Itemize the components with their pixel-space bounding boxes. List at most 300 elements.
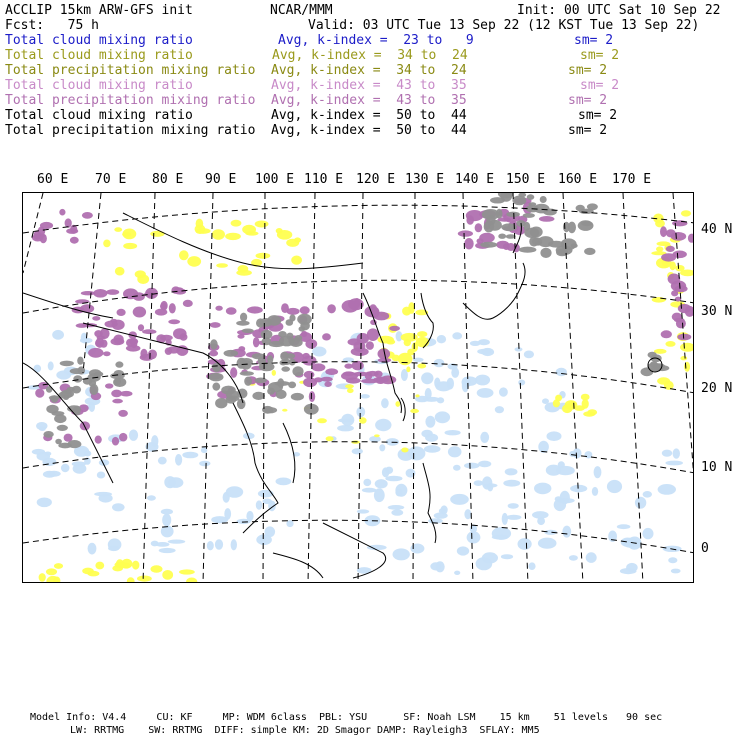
legend-smoothing: sm= 2 (568, 123, 608, 138)
organization-label: NCAR/MMM (270, 3, 333, 18)
precip-shading (151, 565, 163, 573)
cloud-shading (586, 552, 597, 563)
cloud-shading (538, 538, 557, 549)
deep-cloud-shading (240, 313, 247, 322)
deep-cloud-shading (244, 377, 252, 386)
deep-cloud-shading (57, 425, 68, 431)
cloud-shading (84, 451, 91, 457)
cloud-shading (452, 332, 462, 339)
cloud-shading (357, 509, 369, 513)
legend-field-name: Total precipitation mixing ratio (5, 63, 256, 78)
legend-field-name: Total cloud mixing ratio (5, 48, 193, 63)
cloud-shading (39, 426, 46, 431)
deep-cloud-shading (212, 383, 220, 391)
ice-shading (475, 223, 483, 232)
ice-shading (661, 253, 676, 261)
precip-shading (39, 573, 46, 582)
cloud-shading (385, 476, 402, 482)
ice-shading (40, 234, 47, 244)
cloud-shading (556, 466, 575, 475)
precip-shading (656, 246, 663, 251)
precip-shading (562, 404, 572, 413)
ice-shading (119, 433, 127, 442)
deep-cloud-shading (215, 398, 227, 408)
cloud-shading (151, 435, 158, 447)
coastline (463, 263, 525, 319)
legend-level-range: Avg, k-index = 34 to 24 (272, 48, 468, 63)
cloud-shading (425, 416, 435, 428)
ice-shading (281, 303, 289, 313)
ice-shading (105, 383, 113, 388)
ice-shading (92, 316, 100, 321)
cloud-shading (375, 419, 391, 431)
ice-shading (324, 381, 331, 387)
deep-cloud-shading (58, 443, 72, 449)
cloud-shading (182, 452, 198, 459)
precip-shading (238, 265, 249, 273)
cloud-shading (635, 497, 646, 509)
legend-smoothing: sm= 2 (580, 78, 620, 93)
cloud-shading (52, 330, 64, 340)
deep-cloud-shading (236, 321, 249, 326)
deep-cloud-shading (255, 378, 267, 384)
latitude-label: 40 N (701, 222, 733, 237)
ice-shading (81, 291, 95, 295)
cloud-shading (518, 380, 525, 386)
ice-shading (366, 341, 374, 350)
precip-shading (87, 571, 99, 577)
ice-shading (97, 335, 105, 339)
precip-shading (123, 229, 137, 240)
precip-shading (245, 231, 258, 235)
deep-cloud-shading (256, 318, 265, 327)
cloud-shading (379, 444, 385, 451)
precip-shading (195, 224, 206, 234)
ice-shading (344, 364, 352, 369)
ice-shading (346, 378, 361, 384)
ice-shading (95, 436, 102, 444)
cloud-shading (88, 543, 97, 555)
deep-cloud-shading (73, 406, 81, 415)
cloud-shading (454, 571, 460, 575)
deep-cloud-shading (584, 248, 595, 255)
ice-shading (367, 328, 379, 341)
ice-shading (373, 377, 389, 383)
deep-cloud-shading (490, 197, 505, 203)
legend-level-range: Avg, k-index = 50 to 44 (271, 123, 467, 138)
deep-cloud-shading (581, 221, 593, 226)
cloud-shading (556, 368, 567, 376)
deep-cloud-shading (267, 315, 281, 326)
init-time: Init: 00 UTC Sat 10 Sep 22 (517, 3, 721, 18)
ice-shading (466, 215, 474, 224)
cloud-shading (226, 486, 243, 498)
deep-cloud-shading (480, 242, 497, 248)
deep-cloud-shading (261, 330, 273, 339)
cloud-shading (258, 490, 274, 498)
legend-level-range: Avg, k-index = 23 to 9 (278, 33, 474, 48)
longitude-label: 140 E (455, 172, 495, 187)
cloud-shading (439, 508, 446, 513)
precip-shading (416, 337, 429, 347)
cloud-shading (207, 541, 214, 550)
deep-cloud-shading (548, 241, 564, 248)
precip-shading (655, 220, 665, 228)
precip-shading (95, 562, 104, 570)
cloud-shading (495, 406, 504, 413)
precip-shading (401, 448, 408, 453)
ice-shading (93, 289, 107, 298)
deep-cloud-shading (297, 314, 312, 325)
deep-cloud-shading (70, 368, 84, 374)
ice-shading (322, 333, 331, 340)
cloud-shading (665, 461, 683, 466)
cloud-shading (161, 509, 173, 515)
deep-cloud-shading (498, 234, 506, 239)
legend-field-name: Total precipitation mixing ratio (5, 123, 256, 138)
longitude-line (263, 193, 265, 583)
ice-shading (183, 300, 193, 307)
deep-cloud-shading (226, 390, 239, 399)
ice-shading (117, 309, 126, 316)
cloud-shading (231, 539, 237, 550)
cloud-shading (162, 514, 171, 527)
legend-smoothing: sm= 2 (568, 63, 608, 78)
cloud-shading (112, 503, 125, 511)
cloud-shading (94, 492, 112, 496)
precip-shading (410, 409, 419, 413)
cloud-shading (502, 513, 508, 525)
ice-shading (672, 220, 687, 226)
longitude-label: 110 E (304, 172, 344, 187)
cloud-shading (474, 480, 483, 486)
deep-cloud-shading (51, 411, 64, 416)
cloud-shading (360, 394, 370, 398)
legend-smoothing: sm= 2 (580, 48, 620, 63)
precip-shading (652, 297, 666, 303)
legend-level-range: Avg, k-index = 50 to 44 (271, 108, 467, 123)
cloud-shading (506, 515, 521, 520)
cloud-shading (129, 430, 138, 441)
cloud-shading (286, 520, 293, 527)
footer-physics-info: LW: RRTMG SW: RRTMG DIFF: simple KM: 2D Smagor DAMP: Rayleigh3 SFLAY: MM5 (70, 725, 540, 736)
cloud-shading (592, 487, 598, 496)
longitude-label: 60 E (37, 172, 69, 187)
ice-shading (88, 348, 103, 358)
longitude-label: 80 E (152, 172, 184, 187)
ice-shading (302, 356, 316, 366)
precip-shading (317, 418, 327, 423)
deep-cloud-shading (267, 388, 275, 395)
cloud-shading (147, 495, 156, 500)
cloud-shading (483, 483, 497, 487)
precip-shading (272, 370, 276, 376)
forecast-hour: Fcst: 75 h (5, 18, 99, 33)
cloud-shading (437, 335, 446, 343)
ice-shading (142, 329, 156, 334)
precip-shading (555, 395, 562, 402)
precip-shading (123, 243, 137, 249)
cloud-shading (61, 464, 70, 472)
cloud-shading (382, 467, 389, 477)
ice-shading (160, 335, 173, 341)
ice-shading (304, 371, 315, 378)
precip-shading (374, 434, 380, 437)
ice-shading (106, 289, 119, 295)
deep-cloud-shading (90, 384, 99, 395)
ice-shading (327, 304, 336, 313)
cloud-shading (388, 505, 405, 510)
footer-model-info: Model Info: V4.4 CU: KF MP: WDM 6class PBL: YSU SF: Noah LSM 15 km 51 levels 90 sec (30, 712, 663, 723)
precip-shading (150, 231, 164, 237)
ice-shading (668, 274, 681, 285)
deep-cloud-shading (77, 357, 83, 365)
cloud-shading (256, 534, 272, 545)
cloud-shading (108, 546, 119, 552)
longitude-label: 90 E (205, 172, 237, 187)
ice-shading (112, 437, 119, 446)
cloud-shading (524, 351, 534, 359)
coastline (233, 403, 278, 533)
ice-shading (138, 324, 144, 331)
ice-shading (66, 228, 78, 234)
ice-shading (165, 348, 172, 355)
precip-shading (225, 233, 241, 240)
ice-shading (464, 238, 473, 249)
coastline (273, 553, 323, 578)
deep-cloud-shading (540, 196, 547, 203)
ice-shading (140, 354, 154, 361)
cloud-shading (499, 387, 508, 396)
cloud-shading (363, 479, 371, 486)
cloud-shading (32, 449, 45, 455)
cloud-shading (211, 516, 228, 523)
ice-shading (59, 209, 65, 216)
ice-shading (210, 322, 221, 328)
cloud-shading (562, 526, 571, 538)
ice-shading (209, 350, 218, 356)
cloud-shading (626, 563, 638, 572)
longitude-label: 120 E (356, 172, 396, 187)
deep-cloud-shading (288, 382, 296, 389)
legend-field-name: Total cloud mixing ratio (5, 78, 193, 93)
deep-cloud-shading (527, 194, 535, 200)
precip-shading (137, 576, 152, 582)
deep-cloud-shading (289, 314, 295, 321)
cloud-shading (276, 478, 292, 486)
cloud-shading (356, 407, 365, 417)
precip-shading (417, 331, 427, 337)
precip-shading (115, 267, 125, 276)
deep-cloud-shading (506, 212, 520, 217)
cloud-shading (453, 465, 461, 471)
cloud-shading (450, 494, 469, 505)
precip-shading (680, 343, 694, 352)
ice-shading (82, 212, 93, 219)
cloud-shading (668, 557, 677, 563)
cloud-shading (607, 480, 622, 493)
coastline (323, 523, 386, 578)
precip-shading (417, 364, 426, 369)
cloud-shading (215, 539, 223, 550)
deep-cloud-shading (281, 366, 290, 371)
cloud-shading (369, 436, 381, 442)
cloud-shading (503, 480, 520, 487)
cloud-shading (352, 448, 363, 454)
cloud-shading (237, 519, 251, 524)
precip-shading (132, 561, 139, 570)
ice-shading (300, 306, 310, 314)
ice-shading (301, 331, 307, 337)
ice-shading (133, 307, 146, 318)
ice-shading (160, 303, 167, 310)
deep-cloud-shading (242, 329, 254, 334)
precip-shading (179, 569, 195, 574)
cloud-shading (492, 535, 509, 540)
precip-shading (406, 366, 410, 372)
cloud-shading (569, 555, 578, 561)
precip-shading (404, 339, 411, 346)
longitude-label: 100 E (255, 172, 295, 187)
deep-cloud-shading (523, 213, 535, 218)
deep-cloud-shading (524, 228, 539, 238)
precip-shading (186, 578, 197, 584)
deep-cloud-shading (484, 221, 494, 233)
precip-shading (347, 388, 354, 393)
deep-cloud-shading (512, 196, 526, 206)
cloud-shading (430, 562, 441, 570)
ice-shading (660, 226, 667, 237)
ice-shading (215, 306, 222, 311)
ice-shading (343, 371, 355, 376)
cloud-shading (48, 361, 54, 370)
cloud-shading (435, 381, 452, 391)
precip-shading (681, 210, 691, 216)
latitude-label: 30 N (701, 304, 733, 319)
ice-shading (688, 234, 694, 243)
precip-shading (326, 436, 334, 441)
deep-cloud-shading (115, 361, 123, 367)
cloud-shading (423, 397, 440, 402)
precip-shading (395, 401, 400, 407)
cloud-shading (662, 450, 672, 457)
coastline (123, 213, 363, 269)
precip-shading (286, 239, 299, 247)
legend-field-name: Total cloud mixing ratio (5, 33, 193, 48)
ice-shading (230, 367, 237, 378)
legend-smoothing: sm= 2 (574, 33, 614, 48)
precip-shading (216, 263, 228, 268)
cloud-shading (505, 468, 518, 475)
ice-shading (226, 307, 237, 314)
legend-level-range: Avg, k-index = 34 to 24 (271, 63, 467, 78)
cloud-shading (557, 498, 575, 503)
precip-shading (582, 399, 589, 409)
legend-smoothing: sm= 2 (568, 93, 608, 108)
precip-shading (669, 261, 676, 270)
ice-shading (105, 321, 118, 328)
cloud-shading (435, 411, 450, 423)
cloud-shading (477, 388, 494, 398)
ice-shading (677, 334, 691, 341)
cloud-shading (97, 472, 105, 479)
cloud-shading (341, 414, 354, 426)
latitude-label: 10 N (701, 460, 733, 475)
cloud-shading (617, 524, 631, 529)
cloud-shading (594, 466, 602, 478)
cloud-shading (448, 446, 462, 457)
cloud-shading (643, 491, 652, 498)
ice-shading (180, 333, 188, 340)
cloud-shading (158, 457, 167, 465)
precip-shading (407, 349, 414, 356)
precip-shading (255, 221, 269, 228)
cloud-shading (199, 461, 210, 467)
precip-shading (54, 563, 63, 569)
ice-shading (312, 363, 326, 371)
coastline (283, 423, 295, 483)
ice-shading (247, 306, 263, 313)
precip-shading (291, 256, 302, 265)
deep-cloud-shading (224, 350, 239, 357)
precip-shading (231, 220, 242, 227)
ice-shading (671, 290, 678, 296)
deep-cloud-shading (43, 431, 53, 438)
cloud-shading (256, 500, 262, 509)
cloud-shading (421, 372, 433, 384)
deep-cloud-shading (277, 378, 284, 388)
cloud-shading (89, 402, 95, 412)
ice-shading (309, 391, 315, 402)
cloud-shading (156, 542, 170, 547)
precip-shading (256, 253, 271, 259)
ice-shading (661, 330, 672, 338)
cloud-shading (528, 562, 535, 570)
precip-shading (127, 577, 135, 583)
precip-shading (345, 384, 354, 388)
precip-shading (162, 570, 173, 580)
latitude-label: 20 N (701, 381, 733, 396)
cloud-shading (482, 552, 498, 563)
ice-shading (507, 243, 515, 251)
precip-shading (187, 256, 201, 267)
ice-shading (325, 368, 338, 375)
cloud-shading (362, 488, 377, 493)
cloud-shading (393, 548, 410, 560)
cloud-shading (445, 430, 461, 435)
deep-cloud-shading (292, 366, 303, 376)
deep-cloud-shading (73, 375, 82, 382)
longitude-line (143, 193, 155, 583)
cloud-shading (375, 479, 388, 488)
cloud-shading (47, 471, 60, 477)
ice-shading (365, 306, 380, 317)
latitude-line (23, 442, 694, 473)
cloud-shading (464, 463, 480, 469)
ice-shading (35, 389, 44, 398)
deep-cloud-shading (568, 222, 576, 234)
cloud-shading (477, 349, 491, 355)
deep-cloud-shading (51, 395, 58, 403)
cloud-shading (643, 528, 654, 539)
longitude-label: 160 E (558, 172, 598, 187)
cloud-shading (508, 503, 519, 509)
ice-shading (169, 303, 176, 313)
cloud-shading (464, 509, 471, 519)
deep-cloud-shading (60, 361, 74, 367)
deep-cloud-shading (252, 392, 264, 400)
cloud-shading (424, 445, 441, 453)
